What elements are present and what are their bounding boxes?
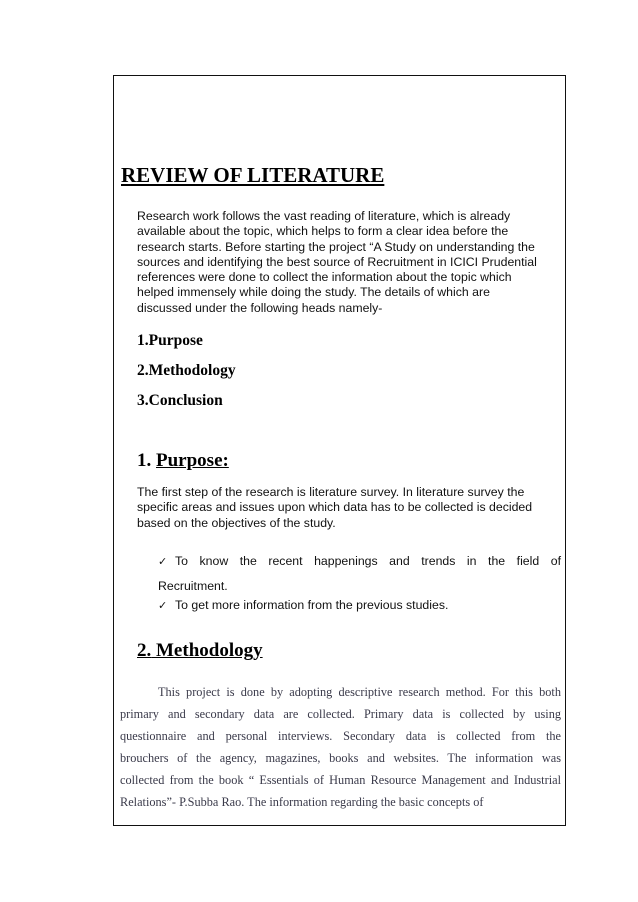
methodology-paragraph bbox=[120, 681, 561, 813]
methodology-line: brouchers of the agency, magazines, books and websites. The information was bbox=[120, 751, 561, 765]
purpose-heading-text: Purpose: bbox=[156, 450, 229, 471]
purpose-line: based on the objectives of the study. bbox=[137, 515, 336, 530]
intro-line: sources and identifying the best source of Recruitment in ICICI Prudential bbox=[137, 254, 537, 269]
purpose-line: specific areas and issues upon which data has to be collected is decided bbox=[137, 500, 533, 515]
purpose-bullet bbox=[158, 549, 561, 599]
bullet-text: To get more information from the previous studies. bbox=[175, 598, 449, 612]
page-title: REVIEW OF LITERATURE bbox=[121, 163, 385, 187]
methodology-number: 2. bbox=[137, 640, 152, 661]
methodology-heading bbox=[137, 640, 263, 662]
intro-line: Research work follows the vast reading of literature, which is already bbox=[137, 209, 511, 223]
methodology-line: collected from the book “ Essentials of Human Resource Management and Industrial bbox=[120, 773, 561, 787]
purpose-line: The first step of the research is literature survey. In literature survey the bbox=[137, 485, 525, 499]
purpose-heading bbox=[137, 450, 229, 472]
purpose-paragraph bbox=[137, 485, 532, 531]
methodology-heading-text: Methodology bbox=[156, 640, 263, 661]
heads-item: 3.Conclusion bbox=[137, 392, 223, 409]
intro-line: references were done to collect the information about the topic which bbox=[137, 270, 512, 285]
bullet-text-continued: Recruitment. bbox=[158, 579, 228, 593]
intro-line: helped immensely while doing the study. The details of which are bbox=[137, 285, 490, 300]
intro-line: available about the topic, which helps to form a clear idea before the bbox=[137, 224, 509, 239]
methodology-line: questionnaire and personal interviews. Secondary data is collected from the bbox=[120, 729, 561, 743]
methodology-line: Relations”- P.Subba Rao. The information regarding the basic concepts of bbox=[120, 795, 484, 809]
heads-item: 1.Purpose bbox=[137, 332, 203, 349]
intro-paragraph bbox=[137, 209, 537, 316]
heads-list bbox=[137, 331, 236, 421]
purpose-bullet bbox=[158, 595, 561, 616]
intro-line: research starts. Before starting the project “A Study on understanding the bbox=[137, 239, 535, 254]
purpose-number: 1. bbox=[137, 450, 152, 471]
bullet-text: To know the recent happenings and trends in the field of bbox=[175, 554, 561, 568]
methodology-line: primary and secondary data are collected. Primary data is collected by using bbox=[120, 707, 561, 721]
intro-line: discussed under the following heads namely- bbox=[137, 300, 383, 315]
checkmark-icon: ✓ bbox=[158, 599, 168, 612]
checkmark-icon: ✓ bbox=[158, 555, 168, 568]
heads-item: 2.Methodology bbox=[137, 362, 236, 379]
methodology-line: This project is done by adopting descriptive research method. For this both bbox=[158, 685, 561, 699]
